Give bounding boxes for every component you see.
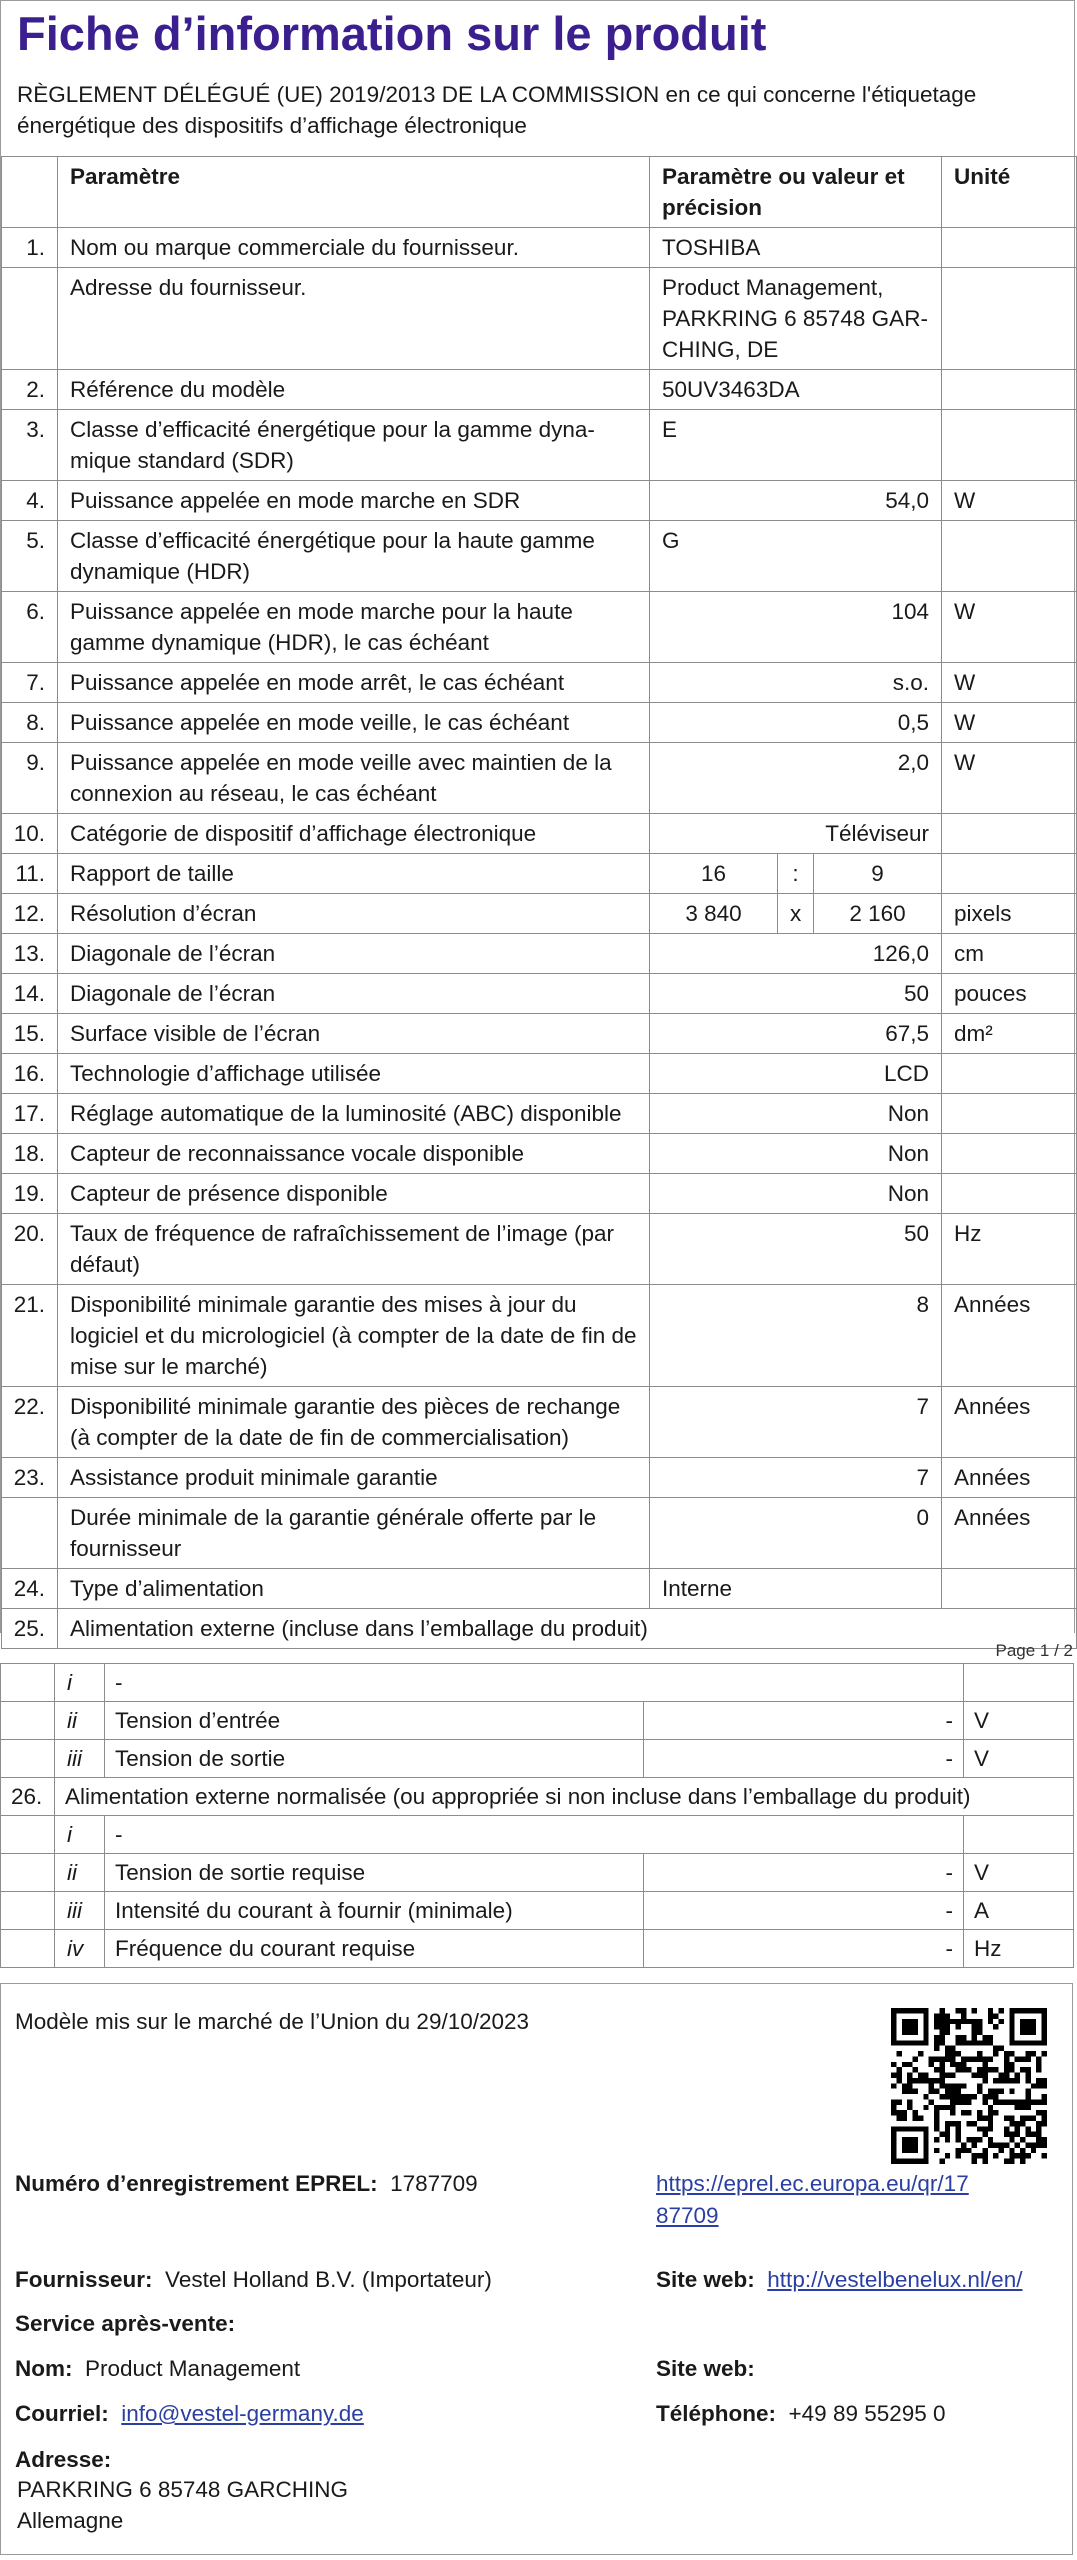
service-email	[15, 2398, 364, 2430]
eprel-number	[15, 2168, 478, 2200]
sub-row-unit: V	[964, 1702, 1074, 1740]
row-label: Type d’alimentation	[58, 1569, 650, 1609]
service-name	[15, 2353, 300, 2385]
sub-row-index: iii	[55, 1892, 105, 1930]
table-row	[2, 370, 1077, 410]
row-label: Surface visible de l’écran	[58, 1014, 650, 1054]
parameter-table	[1, 156, 1077, 1649]
sub-row-spacer	[1, 1664, 55, 1702]
address-line2: Allemagne	[17, 2508, 124, 2533]
header-value: Paramètre ou valeur et précision	[650, 157, 942, 228]
row-label: Capteur de présence disponible	[58, 1174, 650, 1214]
row-unit: W	[942, 743, 1077, 814]
sub-row-value: -	[644, 1702, 964, 1740]
row-number: 20.	[2, 1214, 58, 1285]
service-website	[656, 2353, 755, 2385]
row-number	[2, 1498, 58, 1569]
sub-row-index: iii	[55, 1740, 105, 1778]
row-label: Durée minimale de la garantie générale offerte par le fournisseur	[58, 1498, 650, 1569]
sub-row-label: Intensité du courant à fournir (minimale)	[105, 1892, 644, 1930]
row-number: 8.	[2, 703, 58, 743]
row-unit: Hz	[942, 1214, 1077, 1285]
row-value: 0,5	[650, 703, 942, 743]
table-row	[2, 410, 1077, 481]
table-row	[2, 481, 1077, 521]
row-number: 1.	[2, 228, 58, 268]
row-label: Capteur de reconnaissance vocale disponible	[58, 1134, 650, 1174]
row-number: 16.	[2, 1054, 58, 1094]
table-row	[2, 1134, 1077, 1174]
page-number: Page 1 / 2	[995, 1641, 1073, 1660]
row-value: Téléviseur	[650, 814, 942, 854]
eprel-value: 1787709	[390, 2171, 478, 2196]
regulation-subtitle: RÈGLEMENT DÉLÉGUÉ (UE) 2019/2013 DE LA COMMISSION en ce qui concerne l'étiquetage énergétique des dispositifs d’affichage électronique	[17, 82, 977, 138]
row-unit: W	[942, 592, 1077, 663]
sub-row-unit: V	[964, 1740, 1074, 1778]
row-number: 23.	[2, 1458, 58, 1498]
row-unit: W	[942, 703, 1077, 743]
row-unit	[942, 1134, 1077, 1174]
row-unit	[942, 814, 1077, 854]
row-value: 0	[650, 1498, 942, 1569]
power-supply-table	[0, 1663, 1074, 1968]
website2-label: Site web:	[656, 2356, 755, 2381]
row-label: Adresse du fournisseur.	[58, 268, 650, 370]
row-value: 50	[650, 974, 942, 1014]
website-label: Site web:	[656, 2267, 755, 2292]
row-value: LCD	[650, 1054, 942, 1094]
row-value: 54,0	[650, 481, 942, 521]
sub-row-value: -	[644, 1930, 964, 1968]
row-label: Référence du modèle	[58, 370, 650, 410]
row-number: 19.	[2, 1174, 58, 1214]
table-row	[2, 521, 1077, 592]
sub-row-label: -	[105, 1816, 964, 1854]
table-row	[2, 1174, 1077, 1214]
row-unit: Années	[942, 1498, 1077, 1569]
row-label: Classe d’efficacité énergétique pour la haute gamme dynamique (HDR)	[58, 521, 650, 592]
row-unit	[942, 228, 1077, 268]
row-label: Disponibilité minimale garantie des mises à jour du logiciel et du micrologiciel (à compter de la date de fin de mise sur le marché)	[58, 1285, 650, 1387]
row-number: 15.	[2, 1014, 58, 1054]
sub-row	[1, 1854, 1074, 1892]
service-phone	[656, 2398, 946, 2430]
table-row	[2, 1458, 1077, 1498]
row-value: Non	[650, 1134, 942, 1174]
sub-row-index: ii	[55, 1702, 105, 1740]
sub-row-spacer	[1, 1816, 55, 1854]
sub-row-unit	[964, 1816, 1074, 1854]
row-number: 13.	[2, 934, 58, 974]
header-unit: Unité	[942, 157, 1077, 228]
table-row	[2, 1285, 1077, 1387]
row-unit: Années	[942, 1387, 1077, 1458]
qr-code-icon	[891, 2008, 1047, 2164]
sub-row-value: -	[644, 1740, 964, 1778]
row-value: E	[650, 410, 942, 481]
row-label: Puissance appelée en mode veille, le cas échéant	[58, 703, 650, 743]
eprel-link-line2[interactable]: 87709	[656, 2203, 719, 2228]
page-title: Fiche d’information sur le produit	[17, 7, 767, 60]
sub-row-spacer	[1, 1702, 55, 1740]
row-label: Diagonale de l’écran	[58, 934, 650, 974]
address-label: Adresse:	[15, 2447, 112, 2472]
row-value-2: 9	[814, 854, 942, 894]
row-unit: dm²	[942, 1014, 1077, 1054]
service-label: Service après-vente:	[15, 2311, 236, 2336]
sub-row-unit: A	[964, 1892, 1074, 1930]
table-row	[2, 1498, 1077, 1569]
row-value: TOSHIBA	[650, 228, 942, 268]
row-number: 2.	[2, 370, 58, 410]
row-unit	[942, 1174, 1077, 1214]
table-row	[2, 814, 1077, 854]
row-number: 24.	[2, 1569, 58, 1609]
table-row	[2, 592, 1077, 663]
sub-row-spacer	[1, 1930, 55, 1968]
row-label: Résolution d’écran	[58, 894, 650, 934]
email-link[interactable]: info@vestel-germany.de	[121, 2401, 364, 2426]
table-row	[2, 703, 1077, 743]
market-date: Modèle mis sur le marché de l’Union du 29/10/2023	[15, 2009, 530, 2034]
row-value: 7	[650, 1387, 942, 1458]
row-number: 4.	[2, 481, 58, 521]
sub-row-value: -	[644, 1892, 964, 1930]
row-number: 26.	[1, 1778, 55, 1816]
address-line1: PARKRING 6 85748 GARCHING	[17, 2477, 348, 2502]
row-label: Alimentation externe normalisée (ou appropriée si non incluse dans l’emballage du produit)	[55, 1778, 1074, 1816]
sub-row-spacer	[1, 1740, 55, 1778]
row-number: 21.	[2, 1285, 58, 1387]
table-row	[2, 1569, 1077, 1609]
footer-info	[0, 1983, 1073, 2555]
row-label: Taux de fréquence de rafraîchissement de l’image (par défaut)	[58, 1214, 650, 1285]
table-row	[2, 663, 1077, 703]
sub-row	[1, 1930, 1074, 1968]
supplier	[15, 2264, 492, 2296]
sub-row-label: Tension de sortie requise	[105, 1854, 644, 1892]
row-unit: Années	[942, 1458, 1077, 1498]
row-unit	[942, 1054, 1077, 1094]
row-value: Interne	[650, 1569, 942, 1609]
row-value: G	[650, 521, 942, 592]
row-value: Non	[650, 1174, 942, 1214]
table-row	[2, 268, 1077, 370]
table-header-row	[2, 157, 1077, 228]
sub-row	[1, 1892, 1074, 1930]
supplier-website	[656, 2264, 1022, 2296]
row-unit: W	[942, 663, 1077, 703]
table-row	[2, 1014, 1077, 1054]
row-label: Alimentation externe (incluse dans l’emballage du produit)	[58, 1609, 1077, 1649]
sub-row-unit: V	[964, 1854, 1074, 1892]
row-unit: cm	[942, 934, 1077, 974]
row-number: 18.	[2, 1134, 58, 1174]
supplier-label: Fournisseur:	[15, 2267, 153, 2292]
address	[17, 2474, 348, 2536]
sub-row	[1, 1702, 1074, 1740]
sub-row-label: Fréquence du courant requise	[105, 1930, 644, 1968]
table-row	[2, 854, 1077, 894]
row-separator: :	[778, 854, 814, 894]
email-label: Courriel:	[15, 2401, 109, 2426]
row-label: Puissance appelée en mode veille avec maintien de la connexion au réseau, le cas échéant	[58, 743, 650, 814]
sub-row	[1, 1816, 1074, 1854]
parameter-rows	[2, 228, 1077, 1649]
row-number: 17.	[2, 1094, 58, 1134]
name-label: Nom:	[15, 2356, 73, 2381]
sub-row-index: i	[55, 1816, 105, 1854]
row-number: 9.	[2, 743, 58, 814]
row-value: 8	[650, 1285, 942, 1387]
row-value-1: 3 840	[650, 894, 778, 934]
sub-row-index: ii	[55, 1854, 105, 1892]
row-value: 104	[650, 592, 942, 663]
sub-row	[1, 1664, 1074, 1702]
row-number: 22.	[2, 1387, 58, 1458]
row-label: Technologie d’affichage utilisée	[58, 1054, 650, 1094]
table-row	[2, 974, 1077, 1014]
table-row	[2, 228, 1077, 268]
row-label: Puissance appelée en mode marche en SDR	[58, 481, 650, 521]
sub-row-index: i	[55, 1664, 105, 1702]
table-row	[2, 1214, 1077, 1285]
table-row	[2, 1387, 1077, 1458]
sub-row-index: iv	[55, 1930, 105, 1968]
eprel-link[interactable]	[656, 2168, 969, 2232]
supplier-value: Vestel Holland B.V. (Importateur)	[165, 2267, 492, 2292]
table-row	[2, 934, 1077, 974]
sub-row-unit	[964, 1664, 1074, 1702]
row-label: Catégorie de dispositif d’affichage électronique	[58, 814, 650, 854]
table-row	[2, 743, 1077, 814]
table-row	[1, 1778, 1074, 1816]
row-value: 67,5	[650, 1014, 942, 1054]
name-value: Product Management	[85, 2356, 301, 2381]
header-parameter: Paramètre	[58, 157, 650, 228]
row-number: 5.	[2, 521, 58, 592]
row-unit	[942, 521, 1077, 592]
row-value: 50	[650, 1214, 942, 1285]
row-unit	[942, 370, 1077, 410]
row-separator: x	[778, 894, 814, 934]
row-number: 14.	[2, 974, 58, 1014]
sub-row-value: -	[644, 1854, 964, 1892]
table-row	[2, 1054, 1077, 1094]
row-value: 2,0	[650, 743, 942, 814]
website-link[interactable]: http://vestelbenelux.nl/en/	[767, 2267, 1023, 2292]
row-unit: pouces	[942, 974, 1077, 1014]
phone-label: Téléphone:	[656, 2401, 777, 2426]
row-unit: pixels	[942, 894, 1077, 934]
row-value-2: 2 160	[814, 894, 942, 934]
row-number: 3.	[2, 410, 58, 481]
sub-row-label: Tension de sortie	[105, 1740, 644, 1778]
row-label: Nom ou marque commerciale du fournisseur.	[58, 228, 650, 268]
row-value: 50UV3463DA	[650, 370, 942, 410]
row-number: 7.	[2, 663, 58, 703]
row-number	[2, 268, 58, 370]
sub-row-spacer	[1, 1892, 55, 1930]
row-value: 7	[650, 1458, 942, 1498]
row-unit	[942, 410, 1077, 481]
row-label: Assistance produit minimale garantie	[58, 1458, 650, 1498]
table-row	[2, 1609, 1077, 1649]
row-label: Puissance appelée en mode marche pour la haute gamme dynamique (HDR), le cas échéant	[58, 592, 650, 663]
phone-value: +49 89 55295 0	[788, 2401, 946, 2426]
table-row	[2, 894, 1077, 934]
row-number: 6.	[2, 592, 58, 663]
row-value: 126,0	[650, 934, 942, 974]
row-unit	[942, 1569, 1077, 1609]
row-value-1: 16	[650, 854, 778, 894]
sub-row-unit: Hz	[964, 1930, 1074, 1968]
row-number: 10.	[2, 814, 58, 854]
row-label: Réglage automatique de la luminosité (ABC) disponible	[58, 1094, 650, 1134]
sub-row	[1, 1740, 1074, 1778]
row-value: Product Management, PARKRING 6 85748 GARCHING, DE	[650, 268, 942, 370]
row-unit	[942, 854, 1077, 894]
row-number: 12.	[2, 894, 58, 934]
row-value: s.o.	[650, 663, 942, 703]
row-value: Non	[650, 1094, 942, 1134]
row-unit: W	[942, 481, 1077, 521]
row-label: Disponibilité minimale garantie des pièces de rechange (à compter de la date de fin de commercialisation)	[58, 1387, 650, 1458]
row-number: 11.	[2, 854, 58, 894]
row-label: Rapport de taille	[58, 854, 650, 894]
table-row	[2, 1094, 1077, 1134]
eprel-link-line1[interactable]: https://eprel.ec.europa.eu/qr/17	[656, 2171, 969, 2196]
eprel-label: Numéro d’enregistrement EPREL:	[15, 2171, 378, 2196]
row-unit: Années	[942, 1285, 1077, 1387]
sub-row-spacer	[1, 1854, 55, 1892]
sub-row-label: -	[105, 1664, 964, 1702]
row-unit	[942, 1094, 1077, 1134]
row-label: Classe d’efficacité énergétique pour la gamme dynamique standard (SDR)	[58, 410, 650, 481]
row-label: Diagonale de l’écran	[58, 974, 650, 1014]
row-number: 25.	[2, 1609, 58, 1649]
row-label: Puissance appelée en mode arrêt, le cas échéant	[58, 663, 650, 703]
row-unit	[942, 268, 1077, 370]
sub-row-label: Tension d’entrée	[105, 1702, 644, 1740]
